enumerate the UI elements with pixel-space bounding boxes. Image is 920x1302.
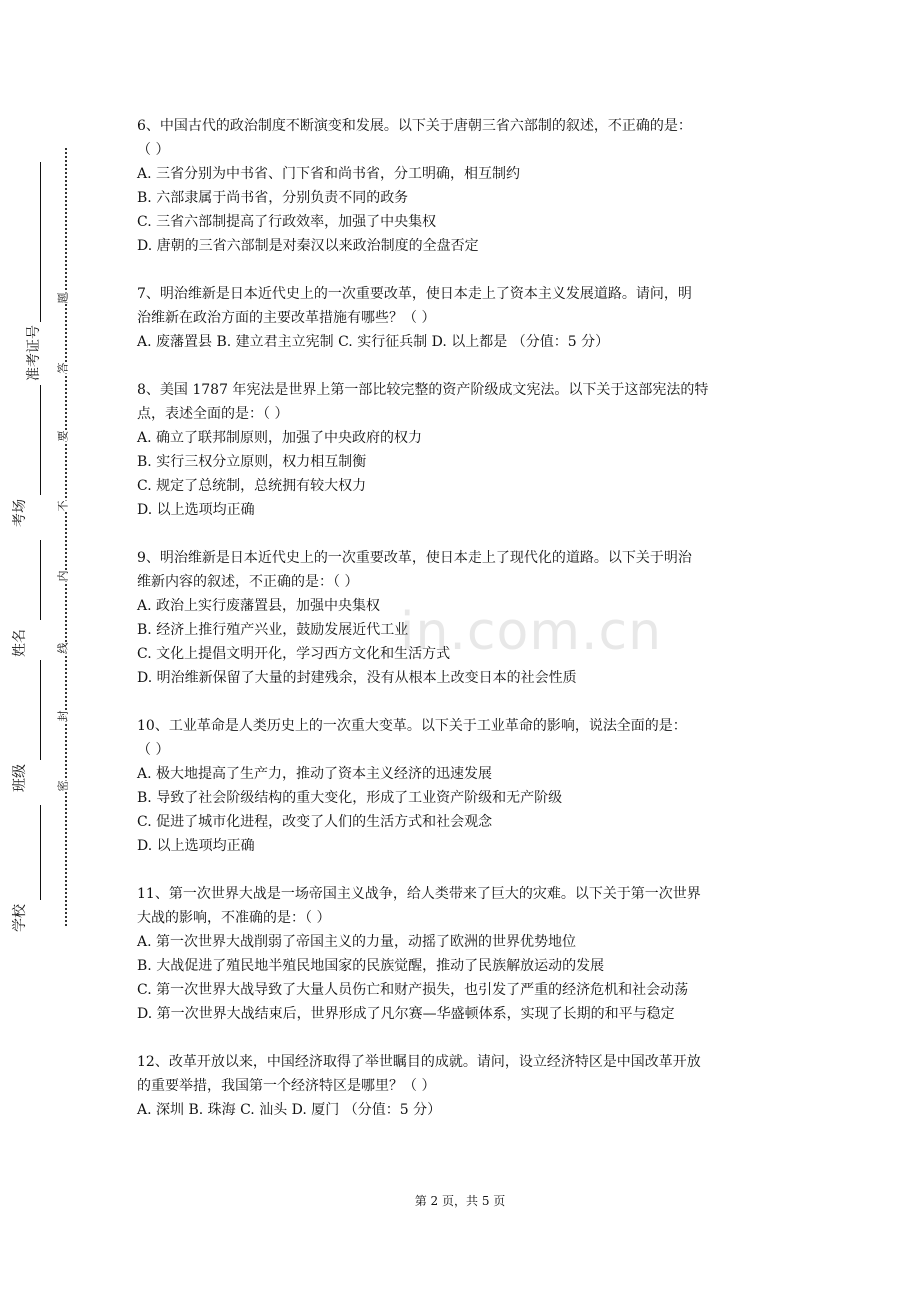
question-stem-line: 大战的影响，不准确的是：（ ） (137, 910, 331, 926)
exam-room-underline (40, 385, 41, 495)
exam-id-underline (40, 162, 41, 322)
seal-char: 封 (56, 710, 70, 722)
question-stem-line: 维新内容的叙述，不正确的是：（ ） (137, 574, 359, 590)
answer-option: A. 确立了联邦制原则，加强了中央政府的权力 (137, 430, 423, 446)
question-block (137, 882, 787, 1026)
question-block (137, 1050, 787, 1122)
answer-option: C. 促进了城市化进程，改变了人们的生活方式和社会观念 (137, 814, 493, 830)
school-underline (40, 805, 41, 900)
answer-option: B. 实行三权分立原则，权力相互制衡 (137, 454, 367, 470)
question-stem-line: 的重要举措，我国第一个经济特区是哪里？（ ） (137, 1078, 436, 1094)
answer-option: A. 三省分别为中书省、门下省和尚书省，分工明确，相互制约 (137, 166, 521, 182)
question-block (137, 282, 787, 354)
seal-char: 不 (56, 500, 70, 512)
seal-char: 密 (56, 780, 70, 792)
question-stem-line: （ ） (137, 742, 170, 758)
class-label: 班级 (12, 764, 28, 792)
answer-option: B. 导致了社会阶级结构的重大变化，形成了工业资产阶级和无产阶级 (137, 790, 563, 806)
class-underline (40, 660, 41, 760)
name-underline (40, 540, 41, 620)
answer-option: C. 三省六部制提高了行政效率，加强了中央集权 (137, 214, 437, 230)
answer-option: A. 第一次世界大战削弱了帝国主义的力量，动摇了欧洲的世界优势地位 (137, 934, 577, 950)
question-stem-line: 6、中国古代的政治制度不断演变和发展。以下关于唐朝三省六部制的叙述，不正确的是： (137, 118, 692, 134)
answer-option: C. 规定了总统制，总统拥有较大权力 (137, 478, 367, 494)
question-stem-line: 治维新在政治方面的主要改革措施有哪些？（ ） (137, 310, 436, 326)
question-stem-line: （ ） (137, 142, 170, 158)
answer-option: D. 第一次世界大战结束后，世界形成了凡尔赛—华盛顿体系，实现了长期的和平与稳定 (137, 1006, 675, 1022)
question-stem-line: 9、明治维新是日本近代史上的一次重要改革，使日本走上了现代化的道路。以下关于明治 (137, 550, 692, 566)
question-block (137, 378, 787, 522)
question-block (137, 714, 787, 858)
exam-id-label: 准考证号 (26, 325, 42, 381)
answer-option: B. 经济上推行殖产兴业，鼓励发展近代工业 (137, 622, 409, 638)
answer-option: D. 以上选项均正确 (137, 838, 255, 854)
question-block (137, 114, 787, 258)
answer-option: A. 深圳 B. 珠海 C. 汕头 D. 厦门 （分值：5 分） (137, 1102, 442, 1118)
question-stem-line: 点，表述全面的是：（ ） (137, 406, 289, 422)
answer-option: A. 政治上实行废藩置县，加强中央集权 (137, 598, 381, 614)
seal-line (65, 148, 67, 926)
seal-char: 线 (56, 642, 70, 654)
answer-option: A. 极大地提高了生产力，推动了资本主义经济的迅速发展 (137, 766, 493, 782)
question-stem-line: 12、改革开放以来，中国经济取得了举世瞩目的成就。请问，设立经济特区是中国改革开放 (137, 1054, 701, 1070)
question-list (137, 114, 787, 1146)
seal-char: 题 (56, 292, 70, 304)
seal-char: 答 (56, 362, 70, 374)
question-stem-line: 8、美国 1787 年宪法是世界上第一部比较完整的资产阶级成文宪法。以下关于这部宪法的特 (137, 382, 709, 398)
exam-room-label: 考场 (12, 499, 28, 527)
seal-char: 内 (56, 570, 70, 582)
name-label: 姓名 (12, 629, 28, 657)
seal-char: 要 (56, 430, 70, 442)
school-label: 学校 (12, 904, 28, 932)
question-stem-line: 7、明治维新是日本近代史上的一次重要改革，使日本走上了资本主义发展道路。请问，明 (137, 286, 692, 302)
answer-option: B. 大战促进了殖民地半殖民地国家的民族觉醒，推动了民族解放运动的发展 (137, 958, 605, 974)
answer-option: C. 第一次世界大战导致了大量人员伤亡和财产损失，也引发了严重的经济危机和社会动荡 (137, 982, 689, 998)
answer-option: D. 唐朝的三省六部制是对秦汉以来政治制度的全盘否定 (137, 238, 479, 254)
question-stem-line: 11、第一次世界大战是一场帝国主义战争，给人类带来了巨大的灾难。以下关于第一次世界 (137, 886, 701, 902)
answer-option: D. 以上选项均正确 (137, 502, 255, 518)
answer-option: D. 明治维新保留了大量的封建残余，没有从根本上改变日本的社会性质 (137, 670, 577, 686)
question-block (137, 546, 787, 690)
answer-option: B. 六部隶属于尚书省，分别负责不同的政务 (137, 190, 409, 206)
answer-option: C. 文化上提倡文明开化，学习西方文化和生活方式 (137, 646, 451, 662)
question-stem-line: 10、工业革命是人类历史上的一次重大变革。以下关于工业革命的影响，说法全面的是： (137, 718, 687, 734)
watermark: in.com.cn (400, 602, 663, 662)
page-footer: 第 2 页，共 5 页 (414, 1194, 506, 1208)
binding-margin (6, 150, 46, 930)
answer-option: A. 废藩置县 B. 建立君主立宪制 C. 实行征兵制 D. 以上都是 （分值：5 分） (137, 334, 610, 350)
